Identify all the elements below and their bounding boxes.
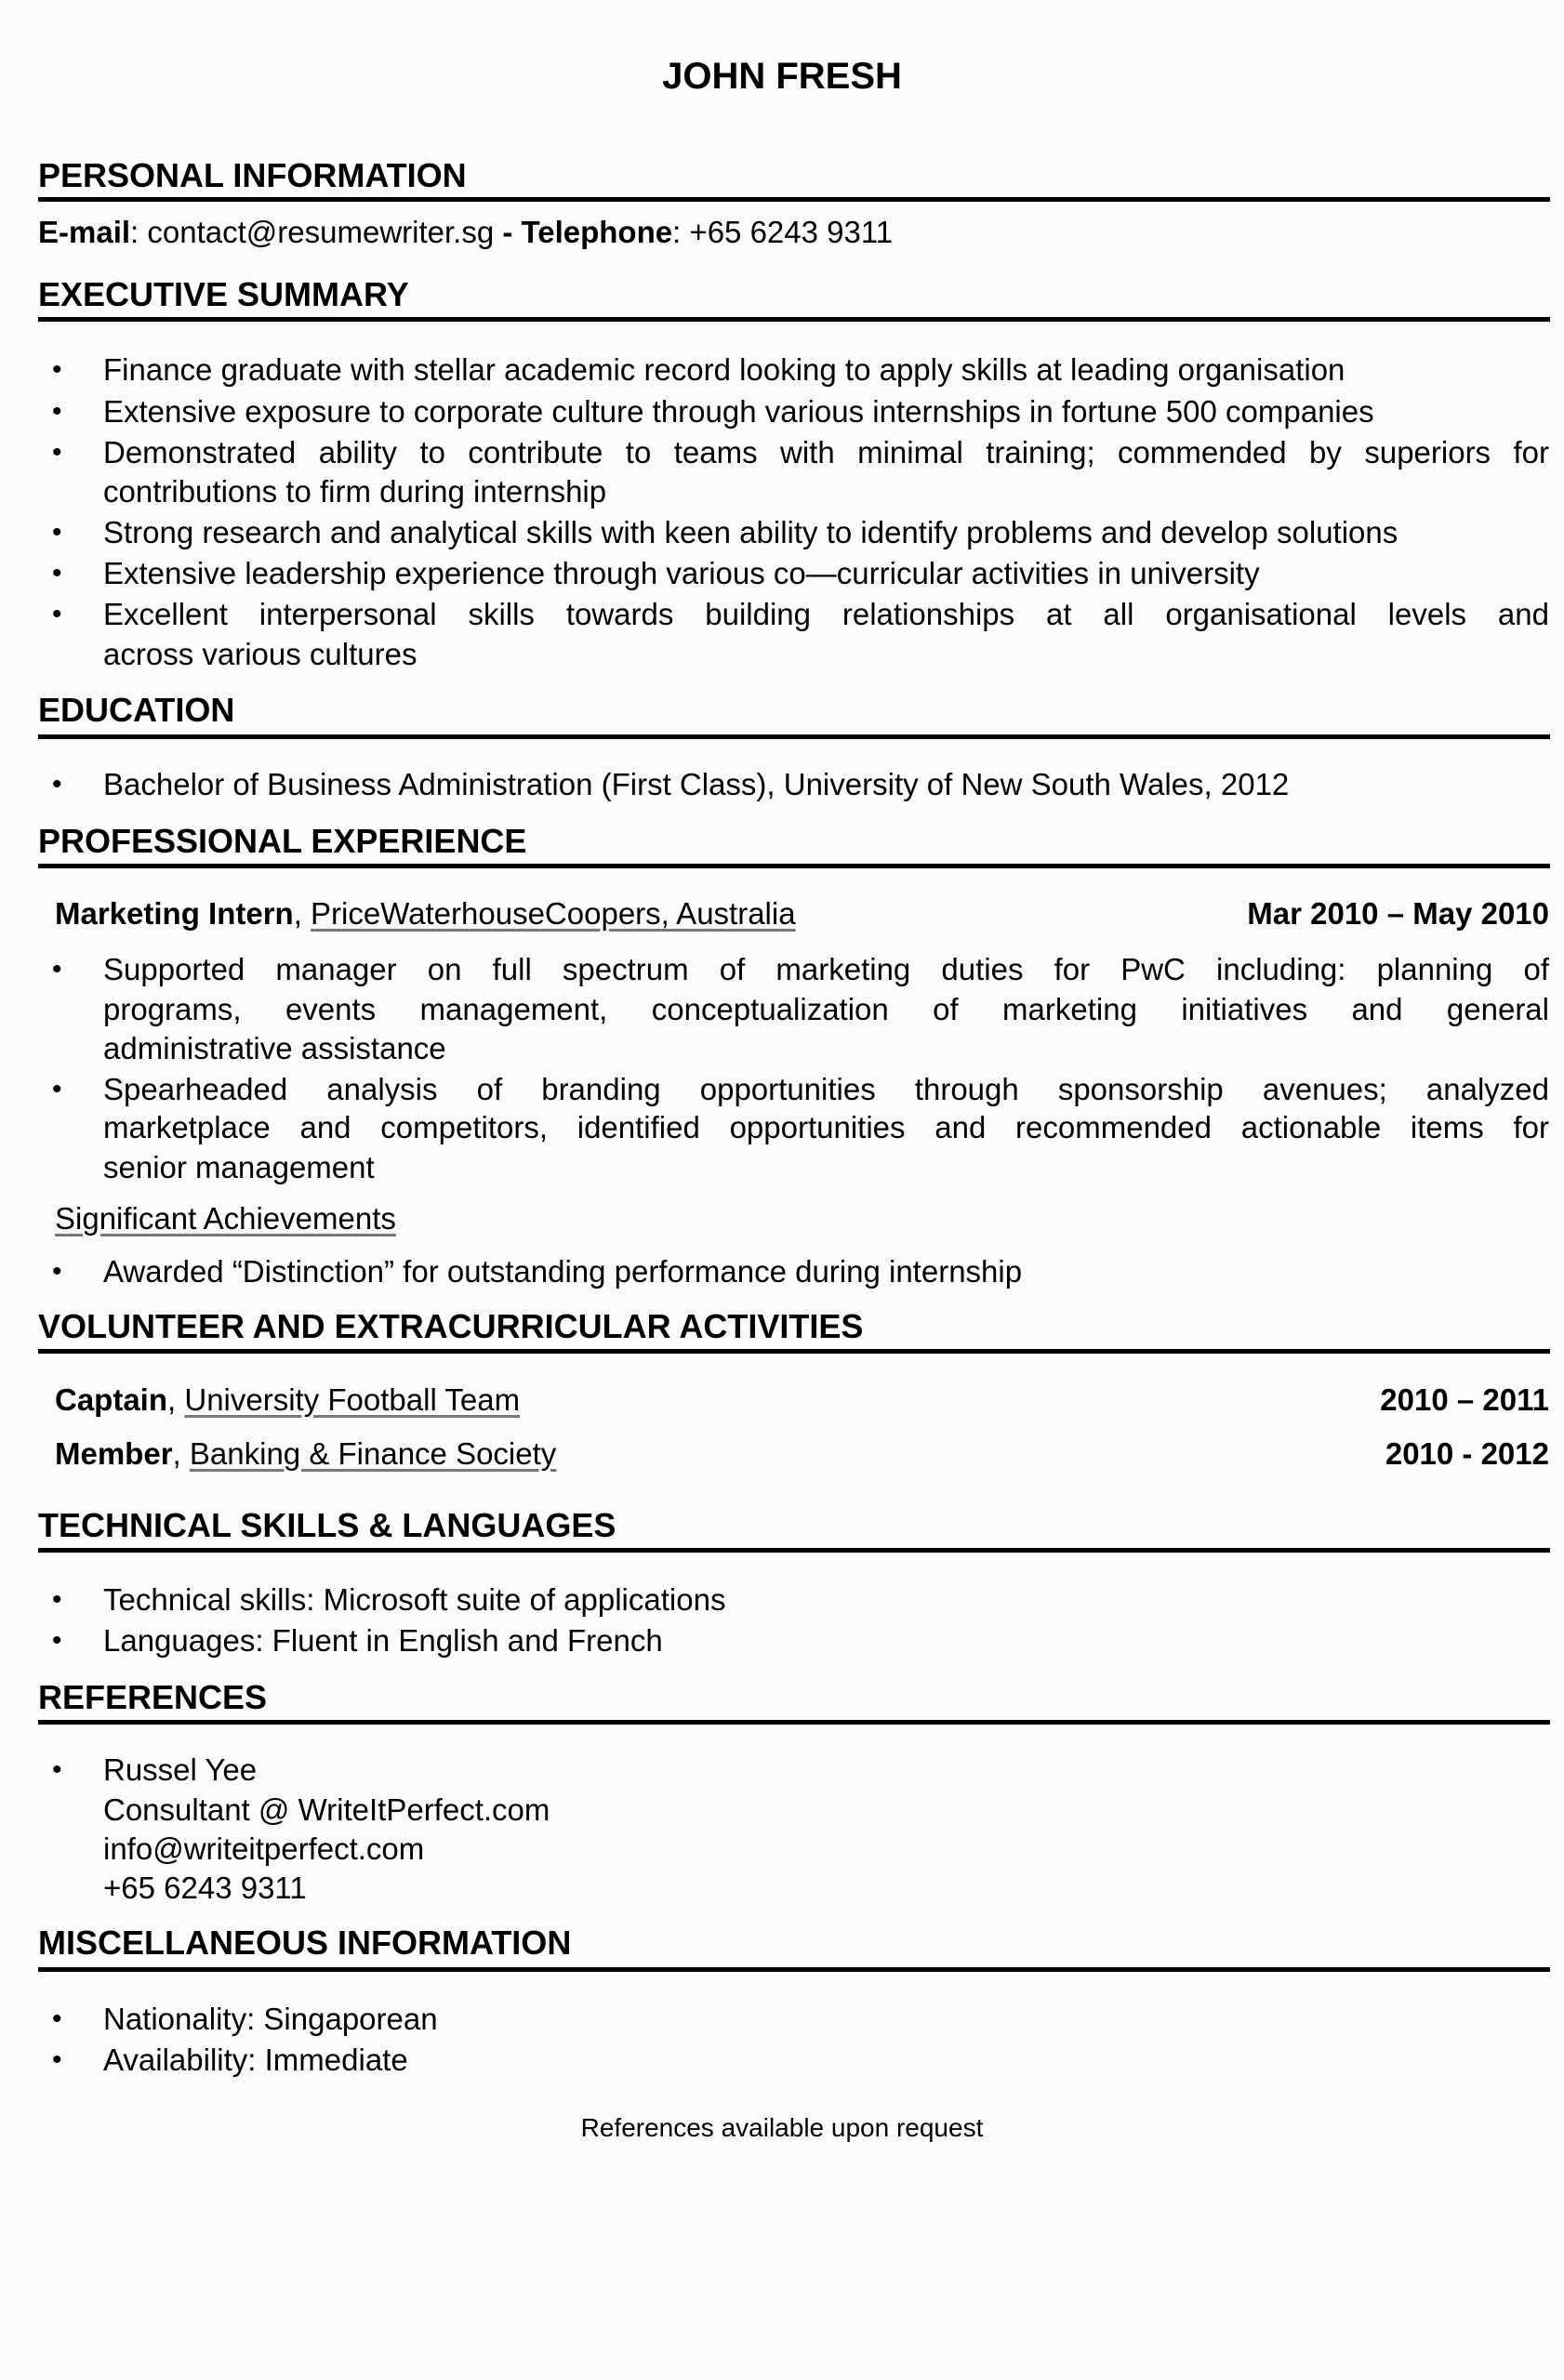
- summary-line: Excellent interpersonal skills towards building relationships at all organisational levels and: [103, 597, 1549, 631]
- bullet-icon: •: [52, 1754, 62, 1785]
- section-heading-misc: MISCELLANEOUS INFORMATION: [38, 1924, 572, 1962]
- skill-item: Technical skills: Microsoft suite of applications: [103, 1582, 726, 1617]
- volunteer-org: University Football Team: [184, 1382, 521, 1417]
- telephone-label: Telephone: [521, 215, 673, 249]
- separator: -: [494, 215, 522, 249]
- resume-name: JOHN FRESH: [662, 56, 902, 97]
- experience-line: programs, events management, conceptualization of marketing initiatives and general: [103, 992, 1549, 1026]
- reference-name: Russel Yee: [103, 1752, 258, 1787]
- summary-line: Finance graduate with stellar academic record looking to apply skills at leading organisation: [103, 352, 1345, 387]
- section-divider: [38, 197, 1550, 202]
- contact-line: E-mail: contact@resumewriter.sg - Telephone: +65 6243 9311: [38, 215, 894, 249]
- bullet-icon: •: [52, 2003, 62, 2034]
- reference-title: Consultant @ WriteItPerfect.com: [103, 1792, 550, 1827]
- volunteer-role: Captain: [55, 1382, 168, 1417]
- section-divider: [38, 864, 1550, 868]
- volunteer-dates: 2010 - 2012: [1385, 1436, 1549, 1471]
- summary-line: Extensive exposure to corporate culture through various internships in fortune 500 companies: [103, 394, 1374, 429]
- bullet-icon: •: [52, 396, 62, 427]
- section-heading-experience: PROFESSIONAL EXPERIENCE: [38, 822, 527, 860]
- volunteer-item: Member, Banking & Finance Society: [55, 1436, 557, 1471]
- section-divider: [38, 1967, 1550, 1972]
- experience-line: Spearheaded analysis of branding opportunities through sponsorship avenues; analyzed: [103, 1072, 1549, 1106]
- bullet-icon: •: [52, 954, 62, 985]
- bullet-icon: •: [52, 558, 62, 588]
- job-title-line: Marketing Intern, PriceWaterhouseCoopers, Australia: [55, 896, 796, 931]
- volunteer-item: Captain, University Football Team: [55, 1382, 521, 1417]
- section-heading-personal: PERSONAL INFORMATION: [38, 156, 467, 194]
- bullet-icon: •: [52, 1625, 62, 1656]
- bullet-icon: •: [52, 437, 62, 468]
- volunteer-org: Banking & Finance Society: [189, 1436, 557, 1471]
- experience-line: senior management: [103, 1150, 375, 1184]
- section-divider: [38, 1720, 1550, 1725]
- experience-line: administrative assistance: [103, 1031, 446, 1065]
- section-heading-education: EDUCATION: [38, 691, 235, 729]
- summary-line: across various cultures: [103, 637, 418, 671]
- achievement-item: Awarded “Distinction” for outstanding performance during internship: [103, 1254, 1023, 1289]
- education-item: Bachelor of Business Administration (First Class), University of New South Wales, 2012: [103, 767, 1290, 801]
- experience-line: marketplace and competitors, identified opportunities and recommended actionable items for: [103, 1110, 1549, 1144]
- summary-line: Extensive leadership experience through various co—curricular activities in university: [103, 556, 1260, 590]
- section-divider: [38, 1349, 1550, 1354]
- section-heading-references: REFERENCES: [38, 1678, 268, 1716]
- misc-item: Nationality: Singaporean: [103, 2002, 438, 2036]
- misc-item: Availability: Immediate: [103, 2043, 408, 2077]
- bullet-icon: •: [52, 2044, 62, 2075]
- bullet-icon: •: [52, 769, 62, 800]
- email-label: E-mail: [38, 215, 131, 249]
- skill-item: Languages: Fluent in English and French: [103, 1623, 663, 1658]
- section-divider: [38, 1548, 1550, 1553]
- bullet-icon: •: [52, 517, 62, 548]
- section-heading-skills: TECHNICAL SKILLS & LANGUAGES: [38, 1506, 616, 1544]
- section-divider: [38, 734, 1550, 739]
- job-role: Marketing Intern: [55, 896, 294, 931]
- achievements-label: Significant Achievements: [55, 1201, 396, 1236]
- section-heading-summary: EXECUTIVE SUMMARY: [38, 275, 409, 313]
- bullet-icon: •: [52, 599, 62, 629]
- volunteer-dates: 2010 – 2011: [1380, 1382, 1549, 1417]
- volunteer-role: Member: [55, 1436, 173, 1471]
- bullet-icon: •: [52, 1256, 62, 1287]
- bullet-icon: •: [52, 354, 62, 385]
- job-company: PriceWaterhouseCoopers, Australia: [311, 896, 796, 931]
- section-divider: [38, 317, 1550, 322]
- experience-line: Supported manager on full spectrum of marketing duties for PwC including: planning of: [103, 952, 1549, 986]
- summary-line: Strong research and analytical skills with keen ability to identify problems and develop solutions: [103, 515, 1398, 549]
- section-heading-volunteer: VOLUNTEER AND EXTRACURRICULAR ACTIVITIES: [38, 1307, 864, 1345]
- summary-line: Demonstrated ability to contribute to teams with minimal training; commended by superiors for: [103, 435, 1549, 469]
- bullet-icon: •: [52, 1584, 62, 1615]
- bullet-icon: •: [52, 1074, 62, 1104]
- job-dates: Mar 2010 – May 2010: [1247, 896, 1549, 931]
- telephone-value: +65 6243 9311: [689, 215, 894, 249]
- summary-line: contributions to firm during internship: [103, 474, 607, 509]
- email-value: contact@resumewriter.sg: [147, 215, 495, 249]
- reference-phone: +65 6243 9311: [103, 1871, 307, 1905]
- reference-email: info@writeitperfect.com: [103, 1831, 425, 1866]
- footer-note: References available upon request: [580, 2113, 984, 2142]
